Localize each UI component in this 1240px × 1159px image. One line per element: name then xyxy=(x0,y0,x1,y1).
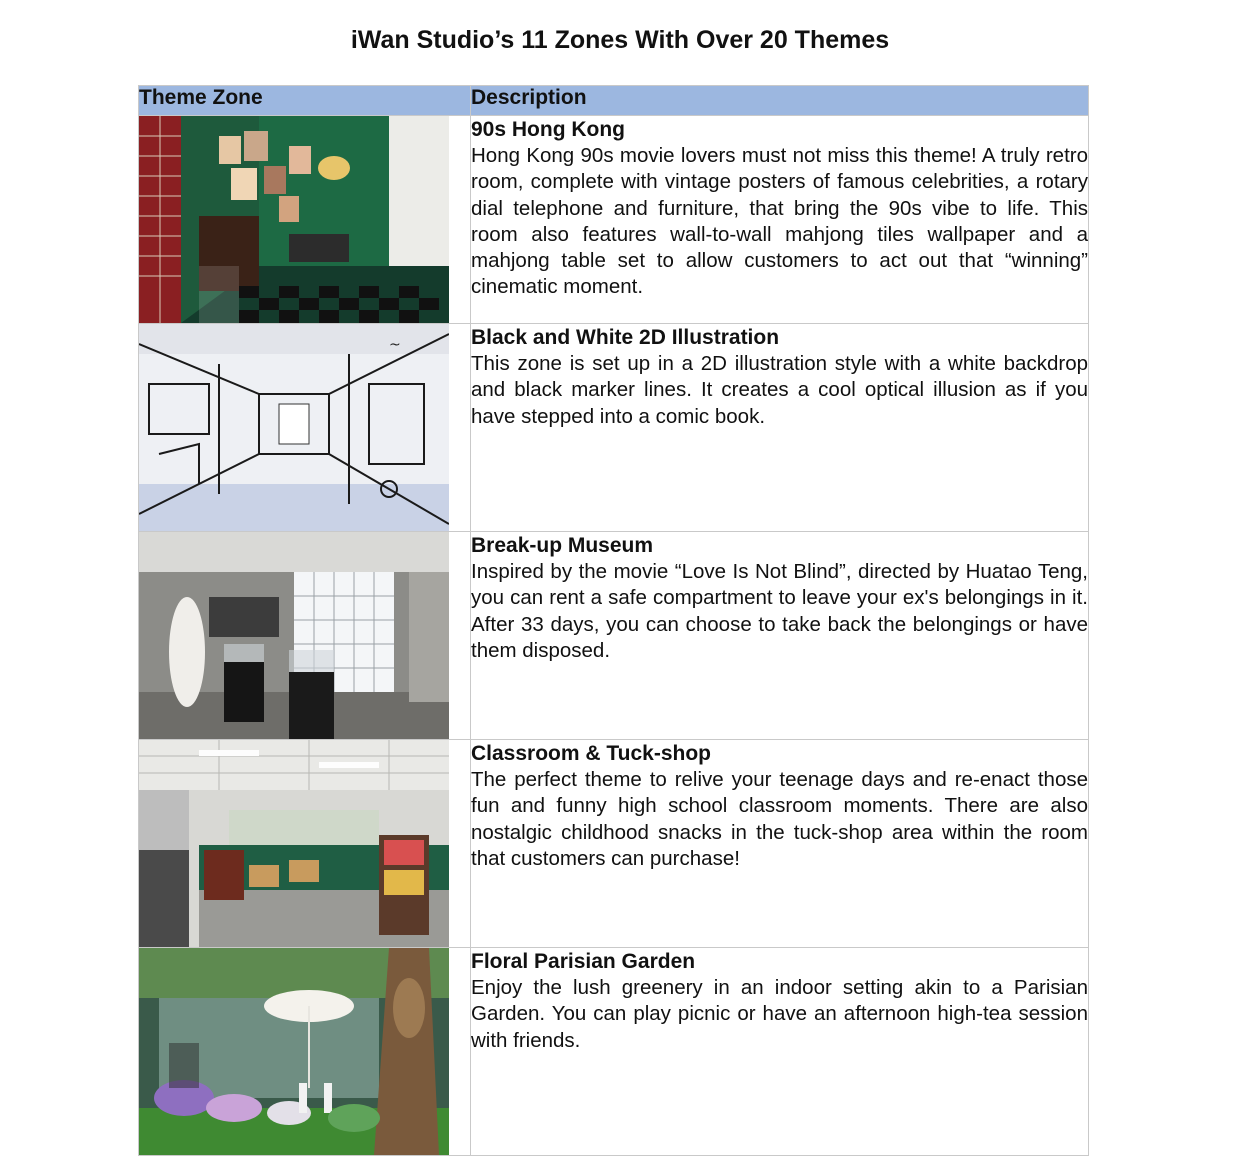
table-row xyxy=(139,740,1089,948)
zone-name: 90s Hong Kong xyxy=(471,118,626,141)
zone-name: Floral Parisian Garden xyxy=(471,950,696,973)
document-title: iWan Studio’s 11 Zones With Over 20 Themes xyxy=(350,26,890,54)
table-row xyxy=(139,532,1089,740)
zone-description: Hong Kong 90s movie lovers must not miss this theme! A truly retro room, complete with vintage posters of famous celebrities, a rotary dial telephone and furniture, that bring the 90s vibe to life. This room also features wall-to-wall mahjong tiles wallpaper and a mahjong table set to allow customers to act out that “winning” cinematic moment. xyxy=(471,144,1088,299)
photo-classroom-tuck-shop xyxy=(139,740,449,947)
zone-description: Inspired by the movie “Love Is Not Blind”, directed by Huatao Teng, you can rent a safe compartment to leave your ex's belongings in it. After 33 days, you can choose to take back the belongings or have them disposed. xyxy=(471,560,1088,662)
header-description: Description xyxy=(471,86,1089,116)
table-row xyxy=(139,948,1089,1156)
photo-black-and-white-2d-illustration xyxy=(139,324,449,531)
header-theme-zone: Theme Zone xyxy=(139,86,471,116)
photo-floral-parisian-garden xyxy=(139,948,449,1155)
themes-table xyxy=(138,85,1089,1156)
zone-name: Break-up Museum xyxy=(471,534,654,557)
zone-description: This zone is set up in a 2D illustration style with a white backdrop and black marker lines. It creates a cool optical illusion as if you have stepped into a comic book. xyxy=(471,352,1088,428)
zone-name: Black and White 2D Illustration xyxy=(471,326,780,349)
zone-description: Enjoy the lush greenery in an indoor setting akin to a Parisian Garden. You can play picnic or have an afternoon high-tea session with friends. xyxy=(471,976,1088,1052)
svg-text:~: ~ xyxy=(389,337,401,353)
table-row xyxy=(139,116,1089,324)
photo-90s-hong-kong xyxy=(139,116,449,323)
zone-name: Classroom & Tuck-shop xyxy=(471,742,711,765)
table-header-row xyxy=(139,86,1089,116)
table-row xyxy=(139,324,1089,532)
zone-description: The perfect theme to relive your teenage days and re-enact those fun and funny high school classroom moments. There are also nostalgic childhood snacks in the tuck-shop area within the room that customers can purchase! xyxy=(471,768,1088,870)
photo-break-up-museum xyxy=(139,532,449,739)
